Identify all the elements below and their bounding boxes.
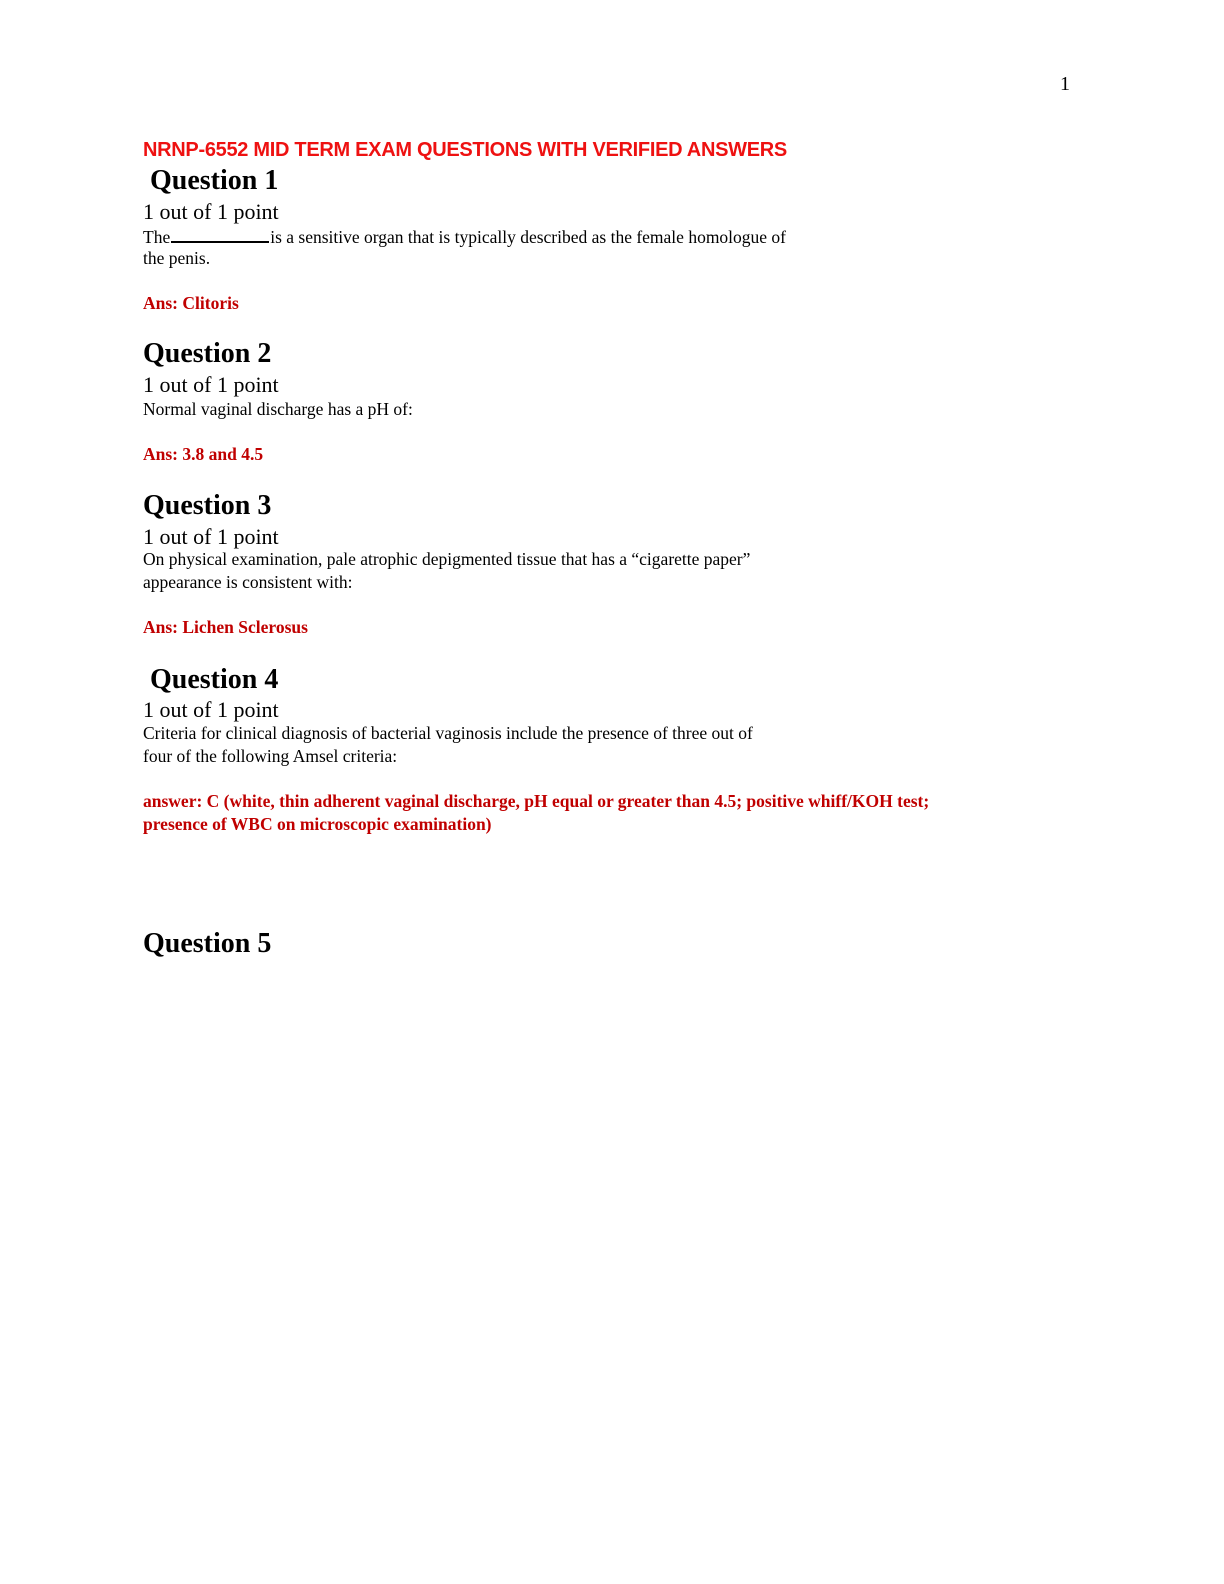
question-text: On physical examination, pale atrophic depigmented tissue that has a “cigarette paper” — [143, 549, 751, 569]
question-heading: Question 2 — [143, 338, 272, 369]
answer-line2: presence of WBC on microscopic examination) — [143, 814, 492, 834]
answer: Ans: 3.8 and 4.5 — [143, 444, 264, 464]
question-heading: Question 4 — [150, 664, 279, 695]
question-text — [143, 227, 786, 247]
text-segment: The — [143, 227, 171, 247]
question-text: Normal vaginal discharge has a pH of: — [143, 399, 413, 419]
answer: answer: C (white, thin adherent vaginal discharge, pH equal or greater than 4.5; positive whiff/KOH test; — [143, 791, 930, 811]
question-points: 1 out of 1 point — [143, 697, 279, 722]
question-heading: Question 5 — [143, 928, 272, 959]
question-text-line2: appearance is consistent with: — [143, 572, 353, 592]
question-text-line2: the penis. — [143, 248, 211, 268]
document-title: NRNP-6552 MID TERM EXAM QUESTIONS WITH VERIFIED ANSWERS — [143, 139, 787, 161]
question-points: 1 out of 1 point — [143, 524, 279, 549]
question-text-line2: four of the following Amsel criteria: — [143, 746, 398, 766]
text-segment: is a sensitive organ that is typically described as the female homologue of — [270, 227, 787, 247]
question-text: Criteria for clinical diagnosis of bacterial vaginosis include the presence of three out of — [143, 723, 753, 743]
question-heading: Question 1 — [150, 165, 279, 196]
question-points: 1 out of 1 point — [143, 199, 279, 224]
answer: Ans: Lichen Sclerosus — [143, 617, 308, 637]
question-heading: Question 3 — [143, 490, 272, 521]
question-points: 1 out of 1 point — [143, 372, 279, 397]
page-number: 1 — [1060, 73, 1070, 95]
blank-line — [171, 227, 269, 243]
answer: Ans: Clitoris — [143, 293, 239, 313]
